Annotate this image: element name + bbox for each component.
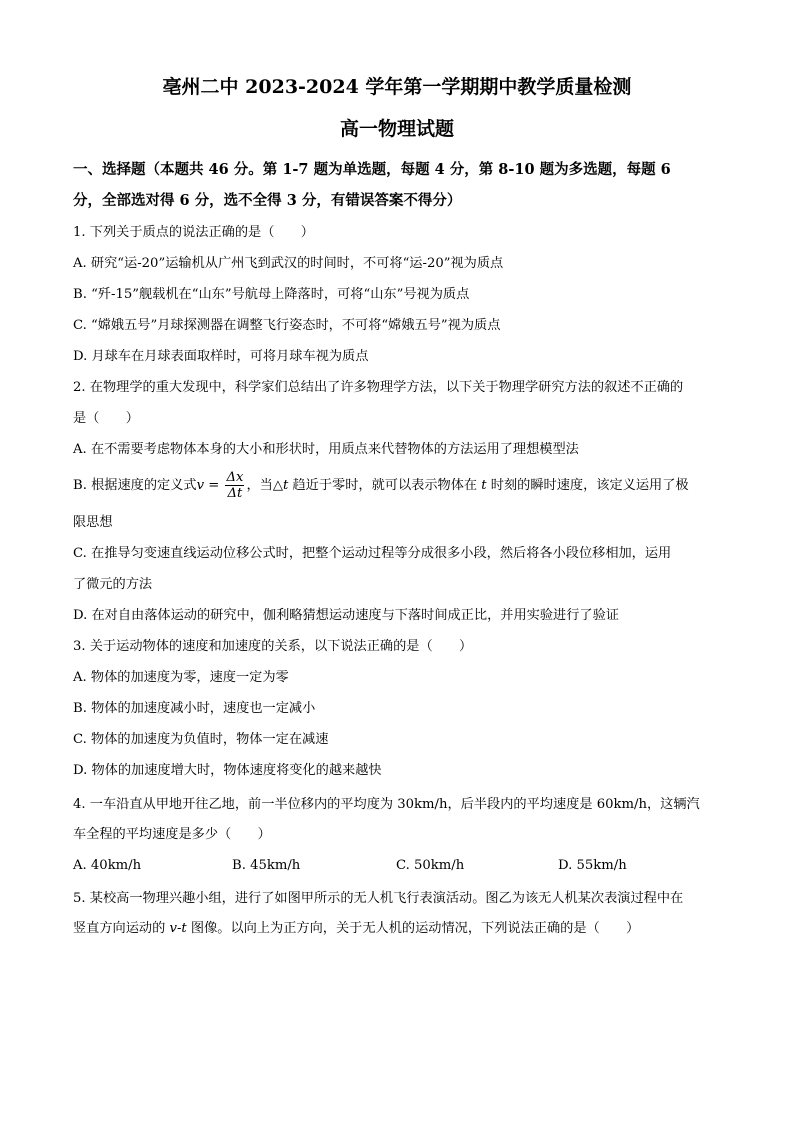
section-heading-line-1: 一、选择题（本题共 46 分。第 1-7 题为单选题，每题 4 分，第 8-10 题为多选题，每题 6 (73, 161, 671, 178)
fraction-numerator: Δx (226, 470, 244, 485)
question-2-option-b-continued: 限思想 (73, 515, 113, 530)
question-2-stem-line-1: 2. 在物理学的重大发现中，科学家们总结出了许多物理学方法，以下关于物理学研究方法的叙述不正确的 (73, 380, 684, 395)
question-3-option-d: D. 物体的加速度增大时，物体速度将变化的越来越快 (73, 763, 382, 778)
question-3-stem: 3. 关于运动物体的速度和加速度的关系，以下说法正确的是（ ） (73, 639, 473, 654)
question-2-option-d: D. 在对自由落体运动的研究中，伽利略猜想运动速度与下落时间成正比，并用实验进行了验证 (73, 608, 619, 623)
question-3-option-b: B. 物体的加速度减小时，速度也一定减小 (73, 701, 316, 716)
question-2-option-c-line-2: 了微元的方法 (73, 577, 153, 592)
question-1-option-c: C. “嫦娥五号”月球探测器在调整飞行姿态时，不可将“嫦娥五号”视为质点 (73, 318, 501, 333)
section-heading-line-2: 分，全部选对得 6 分，选不全得 3 分，有错误答案不得分） (73, 192, 462, 209)
question-2-stem-line-2: 是（ ） (73, 411, 139, 426)
question-4-option-b: B. 45km/h (232, 858, 301, 873)
question-4-option-a: A. 40km/h (73, 858, 142, 873)
option-b-prefix: B. 根据速度的定义式 (73, 478, 197, 493)
question-5-stem-line-1: 5. 某校高一物理兴趣小组，进行了如图甲所示的无人机飞行表演活动。图乙为该无人机某次表演过程中在 (73, 891, 684, 906)
question-4-option-c: C. 50km/h (396, 858, 465, 873)
velocity-symbol: v (196, 478, 205, 493)
question-3-option-a: A. 物体的加速度为零，速度一定为零 (73, 670, 289, 685)
velocity-fraction (225, 470, 244, 501)
question-3-option-c: C. 物体的加速度为负值时，物体一定在减速 (73, 732, 329, 747)
question-2-option-b (73, 470, 723, 502)
q5-text-2: 图像。以向上为正方向，关于无人机的运动情况，下列说法正确的是（ ） (186, 921, 640, 936)
question-1-stem: 1. 下列关于质点的说法正确的是（ ） (73, 225, 314, 240)
question-2-option-a: A. 在不需要考虑物体本身的大小和形状时，用质点来代替物体的方法运用了理想模型法 (73, 442, 579, 457)
option-b-text-1: ，当 (246, 478, 273, 493)
fraction-denominator: Δt (227, 486, 243, 501)
exam-title: 亳州二中 2023-2024 学年第一学期期中教学质量检测 (162, 76, 632, 98)
question-1-option-a: A. 研究“运-20”运输机从广州飞到武汉的时间时，不可将“运-20”视为质点 (73, 256, 504, 271)
option-b-text-3: 时刻的瞬时速度，该定义运用了极 (486, 478, 689, 493)
question-1-option-d: D. 月球车在月球表面取样时，可将月球车视为质点 (73, 349, 369, 364)
question-1-option-b: B. “歼-15”舰载机在“山东”号航母上降落时，可将“山东”号视为质点 (73, 287, 470, 302)
question-4-stem-line-2: 车全程的平均速度是多少（ ） (73, 827, 271, 842)
exam-subtitle: 高一物理试题 (339, 118, 454, 140)
question-5-stem-line-2 (73, 920, 723, 938)
vt-graph-symbol: v-t (169, 921, 187, 936)
option-b-text-2: 趋近于零时，就可以表示物体在 (288, 478, 482, 493)
question-4-stem-line-1: 4. 一车沿直从甲地开往乙地，前一半位移内的平均度为 30km/h，后半段内的平均速度是 60km/h，这辆汽 (73, 797, 700, 812)
question-2-option-c-line-1: C. 在推导匀变速直线运动位移公式时，把整个运动过程等分成很多小段，然后将各小段位移相加，运用 (73, 546, 672, 561)
time-symbol: t (481, 478, 487, 493)
delta-t-symbol: △t (272, 478, 289, 493)
question-4-option-d: D. 55km/h (558, 858, 627, 873)
q5-text-1: 竖直方向运动的 (73, 921, 170, 936)
equals-sign: = (204, 478, 224, 493)
